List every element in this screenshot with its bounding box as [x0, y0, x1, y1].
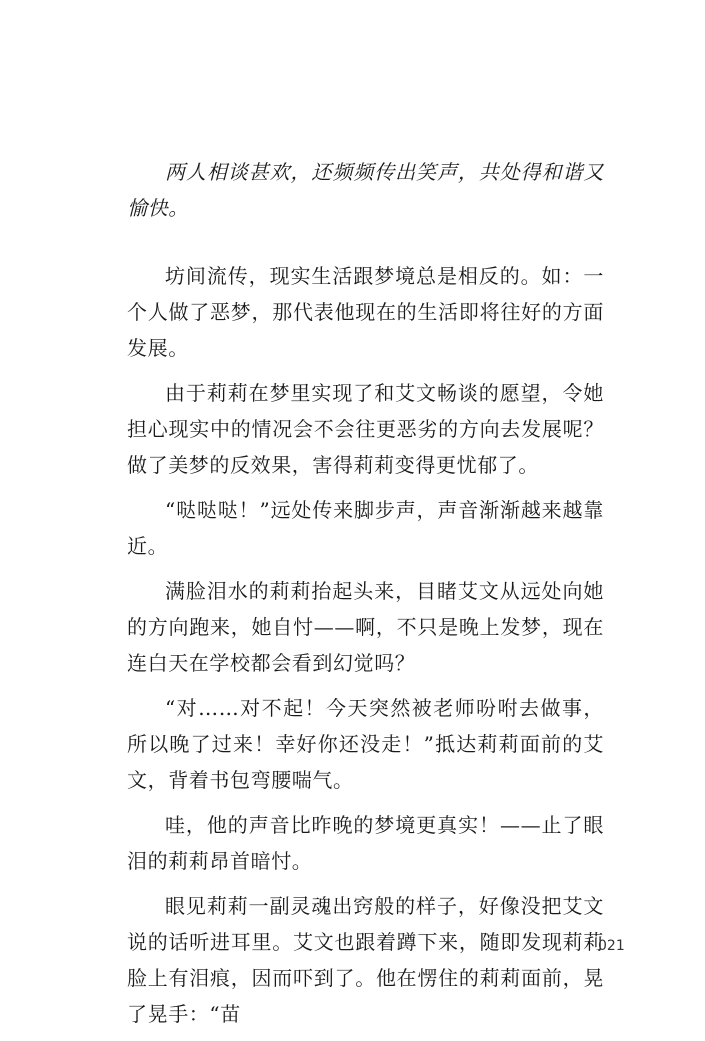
- italic-passage: [127, 154, 604, 226]
- body-paragraph-5: “对……对不起！今天突然被老师吩咐去做事，所以晚了过来！幸好你还没走！”抵达莉莉面前的艾文，背着书包弯腰喘气。: [127, 696, 604, 792]
- body-paragraph-2: 由于莉莉在梦里实现了和艾文畅谈的愿望，令她担心现实中的情况会不会往更恶劣的方向去发展呢？做了美梦的反效果，害得莉莉变得更忧郁了。: [127, 381, 604, 477]
- body-paragraph-3: “哒哒哒！”远处传来脚步声，声音渐渐越来越靠近。: [127, 498, 604, 558]
- body-paragraph-6: 哇，他的声音比昨晚的梦境更真实！——止了眼泪的莉莉昂首暗忖。: [127, 813, 604, 873]
- body-paragraph-7: 眼见莉莉一副灵魂出窍般的样子，好像没把艾文说的话听进耳里。艾文也跟着蹲下来，随即发现莉莉脸上有泪痕，因而吓到了。他在愣住的莉莉面前，晃了晃手：“苗: [127, 894, 604, 1026]
- main-text: [127, 258, 604, 1041]
- italic-paragraph: 两人相谈甚欢，还频频传出笑声，共处得和谐又愉快。: [127, 160, 604, 220]
- body-paragraph-4: 满脸泪水的莉莉抬起头来，目睹艾文从远处向她的方向跑来，她自忖——啊，不只是晚上发梦，现在连白天在学校都会看到幻觉吗？: [127, 579, 604, 675]
- body-paragraph-1: 坊间流传，现实生活跟梦境总是相反的。如：一个人做了恶梦，那代表他现在的生活即将往好的方面发展。: [127, 264, 604, 360]
- page-number: 021: [598, 938, 625, 954]
